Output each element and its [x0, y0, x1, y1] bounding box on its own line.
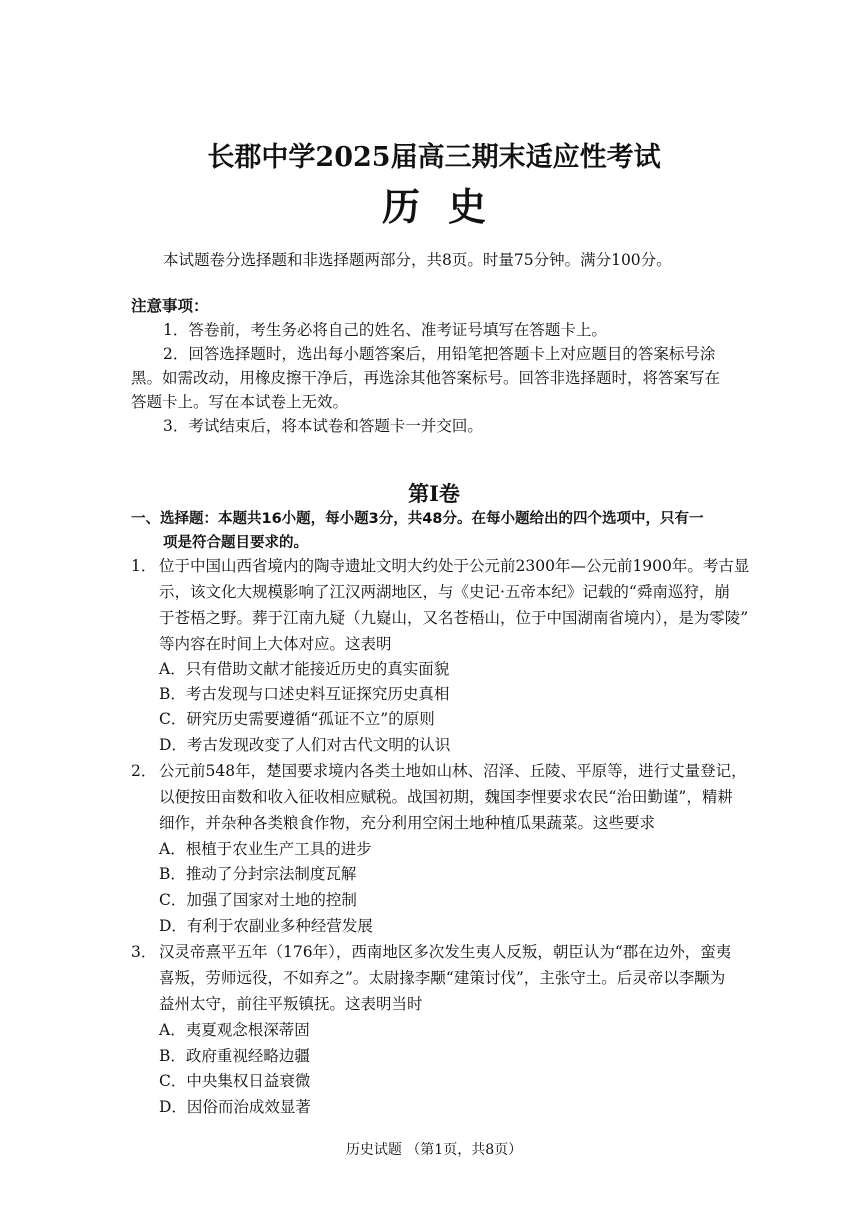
- section-instruction: 项是符合题目要求的。: [163, 535, 308, 551]
- question-stem-line: 示，该文化大规模影响了江汉两湖地区，与《史记·五帝本纪》记载的“舜南巡狩，崩: [159, 583, 730, 601]
- question-stem-line: 位于中国山西省境内的陶寺遗址文明大约处于公元前2300年—公元前1900年。考古显: [159, 557, 750, 575]
- option-b: B．推动了分封宗法制度瓦解: [159, 865, 357, 883]
- exam-title: 长郡中学2025届高三期末适应性考试: [207, 142, 661, 173]
- option-d: D．考古发现改变了人们对古代文明的认识: [159, 736, 451, 754]
- notes-line: 1．答卷前，考生务必将自己的姓名、准考证号填写在答题卡上。: [163, 321, 607, 339]
- page-footer: 历史试题 （第1页，共8页）: [345, 1142, 523, 1158]
- section-instruction: 一、选择题：本题共16小题，每小题3分，共48分。在每小题给出的四个选项中，只有一: [131, 511, 704, 527]
- question-stem-line: 以便按田亩数和收入征收相应赋税。战国初期，魏国李悝要求农民“治田勤谨”，精耕: [159, 788, 733, 806]
- notes-line: 2．回答选择题时，选出每小题答案后，用铅笔把答题卡上对应题目的答案标号涂: [163, 345, 716, 363]
- question-stem-line: 汉灵帝熹平五年（176年），西南地区多次发生夷人反叛，朝臣认为“郡在边外，蛮夷: [159, 943, 732, 961]
- question-stem-line: 公元前548年，楚国要求境内各类土地如山林、沼泽、丘陵、平原等，进行丈量登记，: [159, 762, 747, 780]
- option-a: A．夷夏观念根深蒂固: [159, 1021, 310, 1039]
- option-d: D．因俗而治成效显著: [159, 1098, 311, 1116]
- notes-line: 3．考试结束后，将本试卷和答题卡一并交回。: [163, 417, 483, 435]
- notes-heading: 注意事项：: [131, 297, 209, 315]
- question-number: 2．: [131, 762, 157, 780]
- notes-line: 黑。如需改动，用橡皮擦干净后，再选涂其他答案标号。回答非选择题时，将答案写在: [131, 369, 721, 387]
- question-number: 3．: [131, 943, 157, 961]
- option-c: C．研究历史需要遵循“孤证不立”的原则: [159, 710, 435, 728]
- option-b: B．考古发现与口述史料互证探究历史真相: [159, 685, 450, 703]
- option-a: A．根植于农业生产工具的进步: [159, 840, 372, 858]
- notes-line: 答题卡上。写在本试卷上无效。: [131, 393, 349, 411]
- question-stem-line: 益州太守，前往平叛镇抚。这表明当时: [159, 995, 423, 1013]
- option-b: B．政府重视经略边疆: [159, 1047, 310, 1065]
- question-number: 1．: [131, 557, 157, 575]
- subject-title: 历史: [381, 184, 514, 229]
- question-stem-line: 等内容在时间上大体对应。这表明: [159, 635, 392, 653]
- option-d: D．有利于农副业多种经营发展: [159, 917, 373, 935]
- option-a: A．只有借助文献才能接近历史的真实面貌: [159, 660, 450, 678]
- question-stem-line: 于苍梧之野。葬于江南九疑（九嶷山，又名苍梧山，位于中国湖南省境内），是为零陵”: [159, 609, 749, 627]
- option-c: C．加强了国家对土地的控制: [159, 891, 357, 909]
- section-title: 第Ⅰ卷: [408, 481, 460, 506]
- question-stem-line: 细作，并杂种各类粮食作物，充分利用空闲土地种植瓜果蔬菜。这些要求: [159, 814, 656, 832]
- question-stem-line: 喜叛，劳师远役，不如弃之”。太尉掾李颙“建策讨伐”，主张守土。后灵帝以李颙为: [159, 969, 726, 987]
- option-c: C．中央集权日益衰微: [159, 1072, 311, 1090]
- exam-intro: 本试题卷分选择题和非选择题两部分，共8页。时量75分钟。满分100分。: [163, 251, 672, 269]
